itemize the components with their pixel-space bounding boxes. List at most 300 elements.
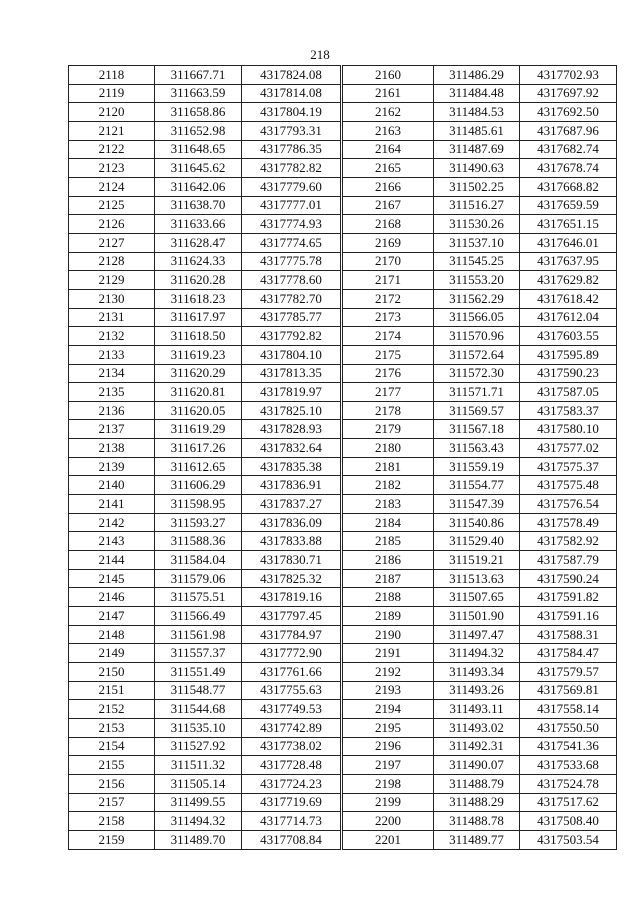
- x-coordinate-cell: 311493.34: [434, 663, 520, 682]
- y-coordinate-cell: 4317587.05: [520, 383, 617, 402]
- x-coordinate-cell: 311642.06: [155, 177, 242, 196]
- y-coordinate-cell: 4317591.82: [520, 588, 617, 607]
- table-row: [343, 66, 617, 85]
- x-coordinate-cell: 311553.20: [434, 271, 520, 290]
- y-coordinate-cell: 4317577.02: [520, 439, 617, 458]
- table-row: [69, 196, 341, 215]
- x-coordinate-cell: 311494.32: [434, 644, 520, 663]
- y-coordinate-cell: 4317569.81: [520, 681, 617, 700]
- point-number-cell: 2130: [69, 289, 155, 308]
- x-coordinate-cell: 311652.98: [155, 121, 242, 140]
- point-number-cell: 2200: [343, 812, 434, 831]
- y-coordinate-cell: 4317804.10: [242, 345, 341, 364]
- y-coordinate-cell: 4317819.97: [242, 383, 341, 402]
- point-number-cell: 2168: [343, 215, 434, 234]
- point-number-cell: 2163: [343, 121, 434, 140]
- y-coordinate-cell: 4317591.16: [520, 607, 617, 626]
- x-coordinate-cell: 311579.06: [155, 569, 242, 588]
- y-coordinate-cell: 4317651.15: [520, 215, 617, 234]
- point-number-cell: 2132: [69, 327, 155, 346]
- x-coordinate-cell: 311617.97: [155, 308, 242, 327]
- table-row: [69, 569, 341, 588]
- y-coordinate-cell: 4317786.35: [242, 140, 341, 159]
- point-number-cell: 2199: [343, 793, 434, 812]
- point-number-cell: 2147: [69, 607, 155, 626]
- x-coordinate-cell: 311551.49: [155, 663, 242, 682]
- y-coordinate-cell: 4317728.48: [242, 756, 341, 775]
- x-coordinate-cell: 311540.86: [434, 513, 520, 532]
- y-coordinate-cell: 4317524.78: [520, 774, 617, 793]
- y-coordinate-cell: 4317588.31: [520, 625, 617, 644]
- y-coordinate-cell: 4317742.89: [242, 718, 341, 737]
- x-coordinate-cell: 311648.65: [155, 140, 242, 159]
- table-row: [343, 215, 617, 234]
- x-coordinate-cell: 311606.29: [155, 476, 242, 495]
- table-row: [343, 644, 617, 663]
- x-coordinate-cell: 311484.48: [434, 84, 520, 103]
- point-number-cell: 2160: [343, 66, 434, 85]
- table-row: [343, 121, 617, 140]
- table-row: [343, 607, 617, 626]
- table-row: [69, 663, 341, 682]
- table-row: [343, 420, 617, 439]
- x-coordinate-cell: 311569.57: [434, 401, 520, 420]
- y-coordinate-cell: 4317590.23: [520, 364, 617, 383]
- point-number-cell: 2184: [343, 513, 434, 532]
- table-row: [69, 793, 341, 812]
- y-coordinate-cell: 4317682.74: [520, 140, 617, 159]
- table-row: [69, 830, 341, 849]
- y-coordinate-cell: 4317772.90: [242, 644, 341, 663]
- point-number-cell: 2133: [69, 345, 155, 364]
- point-number-cell: 2180: [343, 439, 434, 458]
- coordinate-table-right-body: [343, 66, 617, 850]
- table-row: [343, 569, 617, 588]
- y-coordinate-cell: 4317575.48: [520, 476, 617, 495]
- x-coordinate-cell: 311620.81: [155, 383, 242, 402]
- point-number-cell: 2176: [343, 364, 434, 383]
- x-coordinate-cell: 311489.70: [155, 830, 242, 849]
- point-number-cell: 2169: [343, 233, 434, 252]
- y-coordinate-cell: 4317832.64: [242, 439, 341, 458]
- x-coordinate-cell: 311667.71: [155, 66, 242, 85]
- y-coordinate-cell: 4317835.38: [242, 457, 341, 476]
- table-row: [69, 812, 341, 831]
- x-coordinate-cell: 311575.51: [155, 588, 242, 607]
- point-number-cell: 2196: [343, 737, 434, 756]
- y-coordinate-cell: 4317618.42: [520, 289, 617, 308]
- x-coordinate-cell: 311486.29: [434, 66, 520, 85]
- point-number-cell: 2150: [69, 663, 155, 682]
- table-row: [69, 607, 341, 626]
- x-coordinate-cell: 311598.95: [155, 495, 242, 514]
- y-coordinate-cell: 4317784.97: [242, 625, 341, 644]
- x-coordinate-cell: 311618.50: [155, 327, 242, 346]
- point-number-cell: 2146: [69, 588, 155, 607]
- table-row: [69, 532, 341, 551]
- x-coordinate-cell: 311485.61: [434, 121, 520, 140]
- y-coordinate-cell: 4317830.71: [242, 551, 341, 570]
- y-coordinate-cell: 4317659.59: [520, 196, 617, 215]
- y-coordinate-cell: 4317774.93: [242, 215, 341, 234]
- x-coordinate-cell: 311557.37: [155, 644, 242, 663]
- table-row: [69, 215, 341, 234]
- table-row: [69, 476, 341, 495]
- x-coordinate-cell: 311566.05: [434, 308, 520, 327]
- point-number-cell: 2118: [69, 66, 155, 85]
- x-coordinate-cell: 311619.29: [155, 420, 242, 439]
- table-row: [343, 718, 617, 737]
- point-number-cell: 2138: [69, 439, 155, 458]
- x-coordinate-cell: 311497.47: [434, 625, 520, 644]
- point-number-cell: 2158: [69, 812, 155, 831]
- point-number-cell: 2192: [343, 663, 434, 682]
- y-coordinate-cell: 4317775.78: [242, 252, 341, 271]
- x-coordinate-cell: 311488.79: [434, 774, 520, 793]
- y-coordinate-cell: 4317541.36: [520, 737, 617, 756]
- x-coordinate-cell: 311561.98: [155, 625, 242, 644]
- table-row: [69, 401, 341, 420]
- point-number-cell: 2164: [343, 140, 434, 159]
- y-coordinate-cell: 4317629.82: [520, 271, 617, 290]
- table-row: [69, 774, 341, 793]
- x-coordinate-cell: 311529.40: [434, 532, 520, 551]
- y-coordinate-cell: 4317778.60: [242, 271, 341, 290]
- y-coordinate-cell: 4317755.63: [242, 681, 341, 700]
- x-coordinate-cell: 311527.92: [155, 737, 242, 756]
- table-row: [69, 420, 341, 439]
- table-row: [343, 700, 617, 719]
- table-row: [343, 364, 617, 383]
- table-row: [69, 345, 341, 364]
- point-number-cell: 2191: [343, 644, 434, 663]
- point-number-cell: 2197: [343, 756, 434, 775]
- table-row: [343, 140, 617, 159]
- point-number-cell: 2137: [69, 420, 155, 439]
- point-number-cell: 2154: [69, 737, 155, 756]
- y-coordinate-cell: 4317558.14: [520, 700, 617, 719]
- x-coordinate-cell: 311571.71: [434, 383, 520, 402]
- y-coordinate-cell: 4317724.23: [242, 774, 341, 793]
- x-coordinate-cell: 311554.77: [434, 476, 520, 495]
- table-row: [69, 252, 341, 271]
- point-number-cell: 2157: [69, 793, 155, 812]
- y-coordinate-cell: 4317714.73: [242, 812, 341, 831]
- x-coordinate-cell: 311493.26: [434, 681, 520, 700]
- point-number-cell: 2124: [69, 177, 155, 196]
- y-coordinate-cell: 4317797.45: [242, 607, 341, 626]
- table-row: [69, 327, 341, 346]
- point-number-cell: 2123: [69, 159, 155, 178]
- point-number-cell: 2126: [69, 215, 155, 234]
- point-number-cell: 2181: [343, 457, 434, 476]
- table-row: [69, 551, 341, 570]
- table-row: [343, 327, 617, 346]
- point-number-cell: 2136: [69, 401, 155, 420]
- x-coordinate-cell: 311619.23: [155, 345, 242, 364]
- point-number-cell: 2193: [343, 681, 434, 700]
- coordinate-table-left: [68, 65, 341, 850]
- x-coordinate-cell: 311494.32: [155, 812, 242, 831]
- table-row: [343, 495, 617, 514]
- x-coordinate-cell: 311484.53: [434, 103, 520, 122]
- x-coordinate-cell: 311620.05: [155, 401, 242, 420]
- table-row: [69, 700, 341, 719]
- point-number-cell: 2159: [69, 830, 155, 849]
- point-number-cell: 2155: [69, 756, 155, 775]
- table-row: [69, 718, 341, 737]
- point-number-cell: 2135: [69, 383, 155, 402]
- table-row: [69, 159, 341, 178]
- y-coordinate-cell: 4317503.54: [520, 830, 617, 849]
- table-row: [69, 289, 341, 308]
- x-coordinate-cell: 311572.30: [434, 364, 520, 383]
- point-number-cell: 2153: [69, 718, 155, 737]
- point-number-cell: 2152: [69, 700, 155, 719]
- x-coordinate-cell: 311537.10: [434, 233, 520, 252]
- x-coordinate-cell: 311562.29: [434, 289, 520, 308]
- table-row: [69, 84, 341, 103]
- table-row: [343, 84, 617, 103]
- point-number-cell: 2171: [343, 271, 434, 290]
- x-coordinate-cell: 311505.14: [155, 774, 242, 793]
- y-coordinate-cell: 4317508.40: [520, 812, 617, 831]
- y-coordinate-cell: 4317708.84: [242, 830, 341, 849]
- point-number-cell: 2121: [69, 121, 155, 140]
- y-coordinate-cell: 4317697.92: [520, 84, 617, 103]
- point-number-cell: 2166: [343, 177, 434, 196]
- y-coordinate-cell: 4317777.01: [242, 196, 341, 215]
- y-coordinate-cell: 4317612.04: [520, 308, 617, 327]
- x-coordinate-cell: 311618.23: [155, 289, 242, 308]
- x-coordinate-cell: 311620.28: [155, 271, 242, 290]
- y-coordinate-cell: 4317687.96: [520, 121, 617, 140]
- x-coordinate-cell: 311545.25: [434, 252, 520, 271]
- table-row: [343, 233, 617, 252]
- y-coordinate-cell: 4317550.50: [520, 718, 617, 737]
- table-row: [69, 644, 341, 663]
- x-coordinate-cell: 311658.86: [155, 103, 242, 122]
- y-coordinate-cell: 4317583.37: [520, 401, 617, 420]
- table-row: [343, 663, 617, 682]
- point-number-cell: 2161: [343, 84, 434, 103]
- table-row: [69, 66, 341, 85]
- table-row: [69, 364, 341, 383]
- point-number-cell: 2175: [343, 345, 434, 364]
- y-coordinate-cell: 4317824.08: [242, 66, 341, 85]
- x-coordinate-cell: 311499.55: [155, 793, 242, 812]
- point-number-cell: 2187: [343, 569, 434, 588]
- y-coordinate-cell: 4317782.70: [242, 289, 341, 308]
- x-coordinate-cell: 311620.29: [155, 364, 242, 383]
- x-coordinate-cell: 311570.96: [434, 327, 520, 346]
- y-coordinate-cell: 4317576.54: [520, 495, 617, 514]
- x-coordinate-cell: 311593.27: [155, 513, 242, 532]
- x-coordinate-cell: 311507.65: [434, 588, 520, 607]
- x-coordinate-cell: 311645.62: [155, 159, 242, 178]
- table-row: [343, 513, 617, 532]
- point-number-cell: 2198: [343, 774, 434, 793]
- point-number-cell: 2170: [343, 252, 434, 271]
- x-coordinate-cell: 311547.39: [434, 495, 520, 514]
- point-number-cell: 2143: [69, 532, 155, 551]
- point-number-cell: 2144: [69, 551, 155, 570]
- x-coordinate-cell: 311493.11: [434, 700, 520, 719]
- table-row: [343, 457, 617, 476]
- point-number-cell: 2128: [69, 252, 155, 271]
- x-coordinate-cell: 311511.32: [155, 756, 242, 775]
- point-number-cell: 2131: [69, 308, 155, 327]
- table-row: [343, 252, 617, 271]
- point-number-cell: 2186: [343, 551, 434, 570]
- y-coordinate-cell: 4317813.35: [242, 364, 341, 383]
- x-coordinate-cell: 311530.26: [434, 215, 520, 234]
- y-coordinate-cell: 4317804.19: [242, 103, 341, 122]
- x-coordinate-cell: 311516.27: [434, 196, 520, 215]
- table-row: [343, 793, 617, 812]
- point-number-cell: 2156: [69, 774, 155, 793]
- y-coordinate-cell: 4317584.47: [520, 644, 617, 663]
- table-row: [69, 383, 341, 402]
- table-row: [69, 233, 341, 252]
- table-row: [69, 457, 341, 476]
- point-number-cell: 2172: [343, 289, 434, 308]
- y-coordinate-cell: 4317782.82: [242, 159, 341, 178]
- x-coordinate-cell: 311488.29: [434, 793, 520, 812]
- y-coordinate-cell: 4317774.65: [242, 233, 341, 252]
- table-row: [69, 625, 341, 644]
- point-number-cell: 2140: [69, 476, 155, 495]
- y-coordinate-cell: 4317814.08: [242, 84, 341, 103]
- x-coordinate-cell: 311488.78: [434, 812, 520, 831]
- point-number-cell: 2194: [343, 700, 434, 719]
- y-coordinate-cell: 4317603.55: [520, 327, 617, 346]
- table-row: [343, 812, 617, 831]
- y-coordinate-cell: 4317668.82: [520, 177, 617, 196]
- point-number-cell: 2127: [69, 233, 155, 252]
- x-coordinate-cell: 311617.26: [155, 439, 242, 458]
- x-coordinate-cell: 311638.70: [155, 196, 242, 215]
- y-coordinate-cell: 4317719.69: [242, 793, 341, 812]
- x-coordinate-cell: 311535.10: [155, 718, 242, 737]
- x-coordinate-cell: 311492.31: [434, 737, 520, 756]
- x-coordinate-cell: 311490.63: [434, 159, 520, 178]
- x-coordinate-cell: 311548.77: [155, 681, 242, 700]
- point-number-cell: 2178: [343, 401, 434, 420]
- x-coordinate-cell: 311566.49: [155, 607, 242, 626]
- x-coordinate-cell: 311501.90: [434, 607, 520, 626]
- coordinate-tables: [68, 65, 616, 849]
- table-row: [69, 495, 341, 514]
- table-row: [69, 271, 341, 290]
- x-coordinate-cell: 311544.68: [155, 700, 242, 719]
- y-coordinate-cell: 4317828.93: [242, 420, 341, 439]
- table-row: [343, 103, 617, 122]
- point-number-cell: 2183: [343, 495, 434, 514]
- y-coordinate-cell: 4317836.09: [242, 513, 341, 532]
- coordinate-table-left-body: [69, 66, 341, 850]
- point-number-cell: 2201: [343, 830, 434, 849]
- y-coordinate-cell: 4317819.16: [242, 588, 341, 607]
- table-row: [343, 383, 617, 402]
- point-number-cell: 2139: [69, 457, 155, 476]
- x-coordinate-cell: 311567.18: [434, 420, 520, 439]
- point-number-cell: 2122: [69, 140, 155, 159]
- table-row: [69, 439, 341, 458]
- table-row: [343, 625, 617, 644]
- y-coordinate-cell: 4317761.66: [242, 663, 341, 682]
- point-number-cell: 2188: [343, 588, 434, 607]
- y-coordinate-cell: 4317590.24: [520, 569, 617, 588]
- y-coordinate-cell: 4317582.92: [520, 532, 617, 551]
- table-row: [343, 588, 617, 607]
- y-coordinate-cell: 4317692.50: [520, 103, 617, 122]
- x-coordinate-cell: 311519.21: [434, 551, 520, 570]
- x-coordinate-cell: 311628.47: [155, 233, 242, 252]
- point-number-cell: 2149: [69, 644, 155, 663]
- y-coordinate-cell: 4317702.93: [520, 66, 617, 85]
- point-number-cell: 2179: [343, 420, 434, 439]
- y-coordinate-cell: 4317792.82: [242, 327, 341, 346]
- point-number-cell: 2148: [69, 625, 155, 644]
- point-number-cell: 2173: [343, 308, 434, 327]
- y-coordinate-cell: 4317579.57: [520, 663, 617, 682]
- table-row: [69, 121, 341, 140]
- table-row: [343, 271, 617, 290]
- point-number-cell: 2177: [343, 383, 434, 402]
- x-coordinate-cell: 311588.36: [155, 532, 242, 551]
- table-row: [69, 513, 341, 532]
- x-coordinate-cell: 311490.07: [434, 756, 520, 775]
- point-number-cell: 2125: [69, 196, 155, 215]
- table-row: [343, 289, 617, 308]
- point-number-cell: 2165: [343, 159, 434, 178]
- table-row: [69, 308, 341, 327]
- y-coordinate-cell: 4317580.10: [520, 420, 617, 439]
- y-coordinate-cell: 4317678.74: [520, 159, 617, 178]
- y-coordinate-cell: 4317587.79: [520, 551, 617, 570]
- table-row: [343, 401, 617, 420]
- table-row: [69, 737, 341, 756]
- x-coordinate-cell: 311572.64: [434, 345, 520, 364]
- y-coordinate-cell: 4317825.10: [242, 401, 341, 420]
- x-coordinate-cell: 311624.33: [155, 252, 242, 271]
- point-number-cell: 2145: [69, 569, 155, 588]
- x-coordinate-cell: 311502.25: [434, 177, 520, 196]
- y-coordinate-cell: 4317738.02: [242, 737, 341, 756]
- y-coordinate-cell: 4317637.95: [520, 252, 617, 271]
- y-coordinate-cell: 4317793.31: [242, 121, 341, 140]
- x-coordinate-cell: 311513.63: [434, 569, 520, 588]
- table-row: [343, 756, 617, 775]
- point-number-cell: 2185: [343, 532, 434, 551]
- table-row: [69, 103, 341, 122]
- x-coordinate-cell: 311559.19: [434, 457, 520, 476]
- coordinate-table-right: [342, 65, 617, 850]
- x-coordinate-cell: 311487.69: [434, 140, 520, 159]
- point-number-cell: 2142: [69, 513, 155, 532]
- y-coordinate-cell: 4317779.60: [242, 177, 341, 196]
- table-row: [69, 756, 341, 775]
- x-coordinate-cell: 311584.04: [155, 551, 242, 570]
- table-row: [69, 588, 341, 607]
- y-coordinate-cell: 4317517.62: [520, 793, 617, 812]
- x-coordinate-cell: 311563.43: [434, 439, 520, 458]
- y-coordinate-cell: 4317749.53: [242, 700, 341, 719]
- y-coordinate-cell: 4317646.01: [520, 233, 617, 252]
- y-coordinate-cell: 4317837.27: [242, 495, 341, 514]
- y-coordinate-cell: 4317578.49: [520, 513, 617, 532]
